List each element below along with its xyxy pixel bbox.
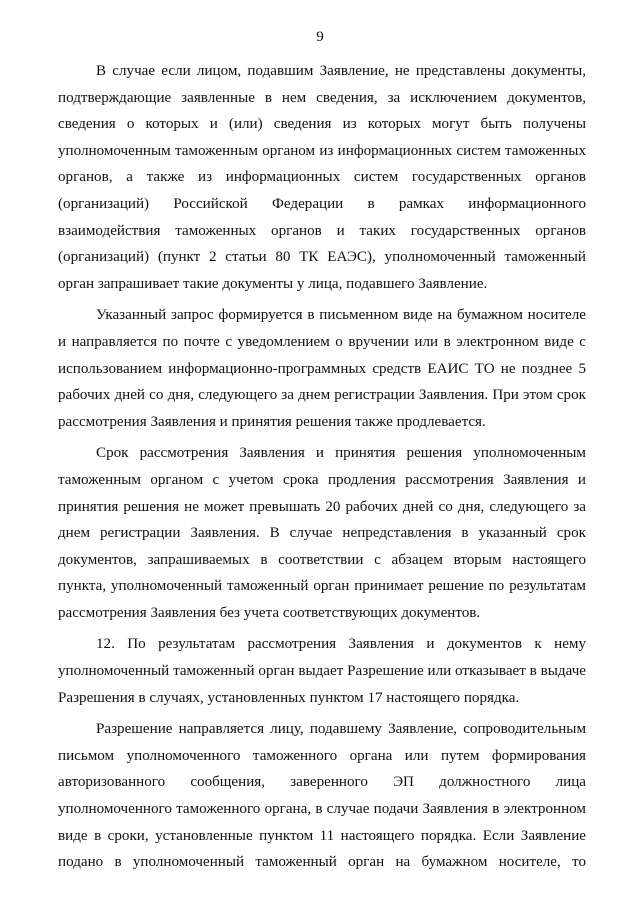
paragraph-item-12: 12. По результатам рассмотрения Заявления и документов к нему уполномоченный таможенный орган выдает Разрешение или отказывает в выдаче Разрешения в случаях, установленных пунктом 17 настоящего порядка. xyxy=(58,636,586,706)
page-body xyxy=(58,58,586,876)
paragraph-permit-delivery: Разрешение направляется лицу, подавшему Заявление, сопроводительным письмом уполномоченного таможенного органа или путем формирования авторизованного сообщения, заверенного ЭП должностного лица уполномоченного таможенного органа, в случае подачи Заявления в электронном виде в сроки, установленные пунктом 11 настоящего порядка. Если Заявление подано в уполномоченный таможенный орган на бумажном носителе, то xyxy=(58,721,586,871)
paragraph-missing-documents: В случае если лицом, подавшим Заявление, не представлены документы, подтверждающие заявленные в нем сведения, за исключением документов, сведения о которых и (или) сведения из которых могут быть получены уполномоченным таможенным органом из информационных систем таможенных органов, а также из информационных систем государственных органов (организаций) Российской Федерации в рамках информационного взаимодействия таможенных органов и таких государственных органов (организаций) (пункт 2 статьи 80 ТК ЕАЭС), уполномоченный таможенный орган запрашивает такие документы у лица, подавшего Заявление. xyxy=(58,63,586,292)
page-number: 9 xyxy=(316,29,324,45)
paragraph-request-form: Указанный запрос формируется в письменном виде на бумажном носителе и направляется по почте с уведомлением о вручении или в электронном виде с использованием информационно-программных средств ЕАИС ТО не позднее 5 рабочих дней со дня, следующего за днем регистрации Заявления. При этом срок рассмотрения Заявления и принятия решения также продлевается. xyxy=(58,307,586,430)
paragraph-review-term: Срок рассмотрения Заявления и принятия решения уполномоченным таможенным органом с учетом срока продления рассмотрения Заявления и принятия решения не может превышать 20 рабочих дней со дня, следующего за днем регистрации Заявления. В случае непредставления в указанный срок документов, запрашиваемых в соответствии с абзацем вторым настоящего пункта, уполномоченный таможенный орган принимает решение по результатам рассмотрения Заявления без учета соответствующих документов. xyxy=(58,445,586,621)
